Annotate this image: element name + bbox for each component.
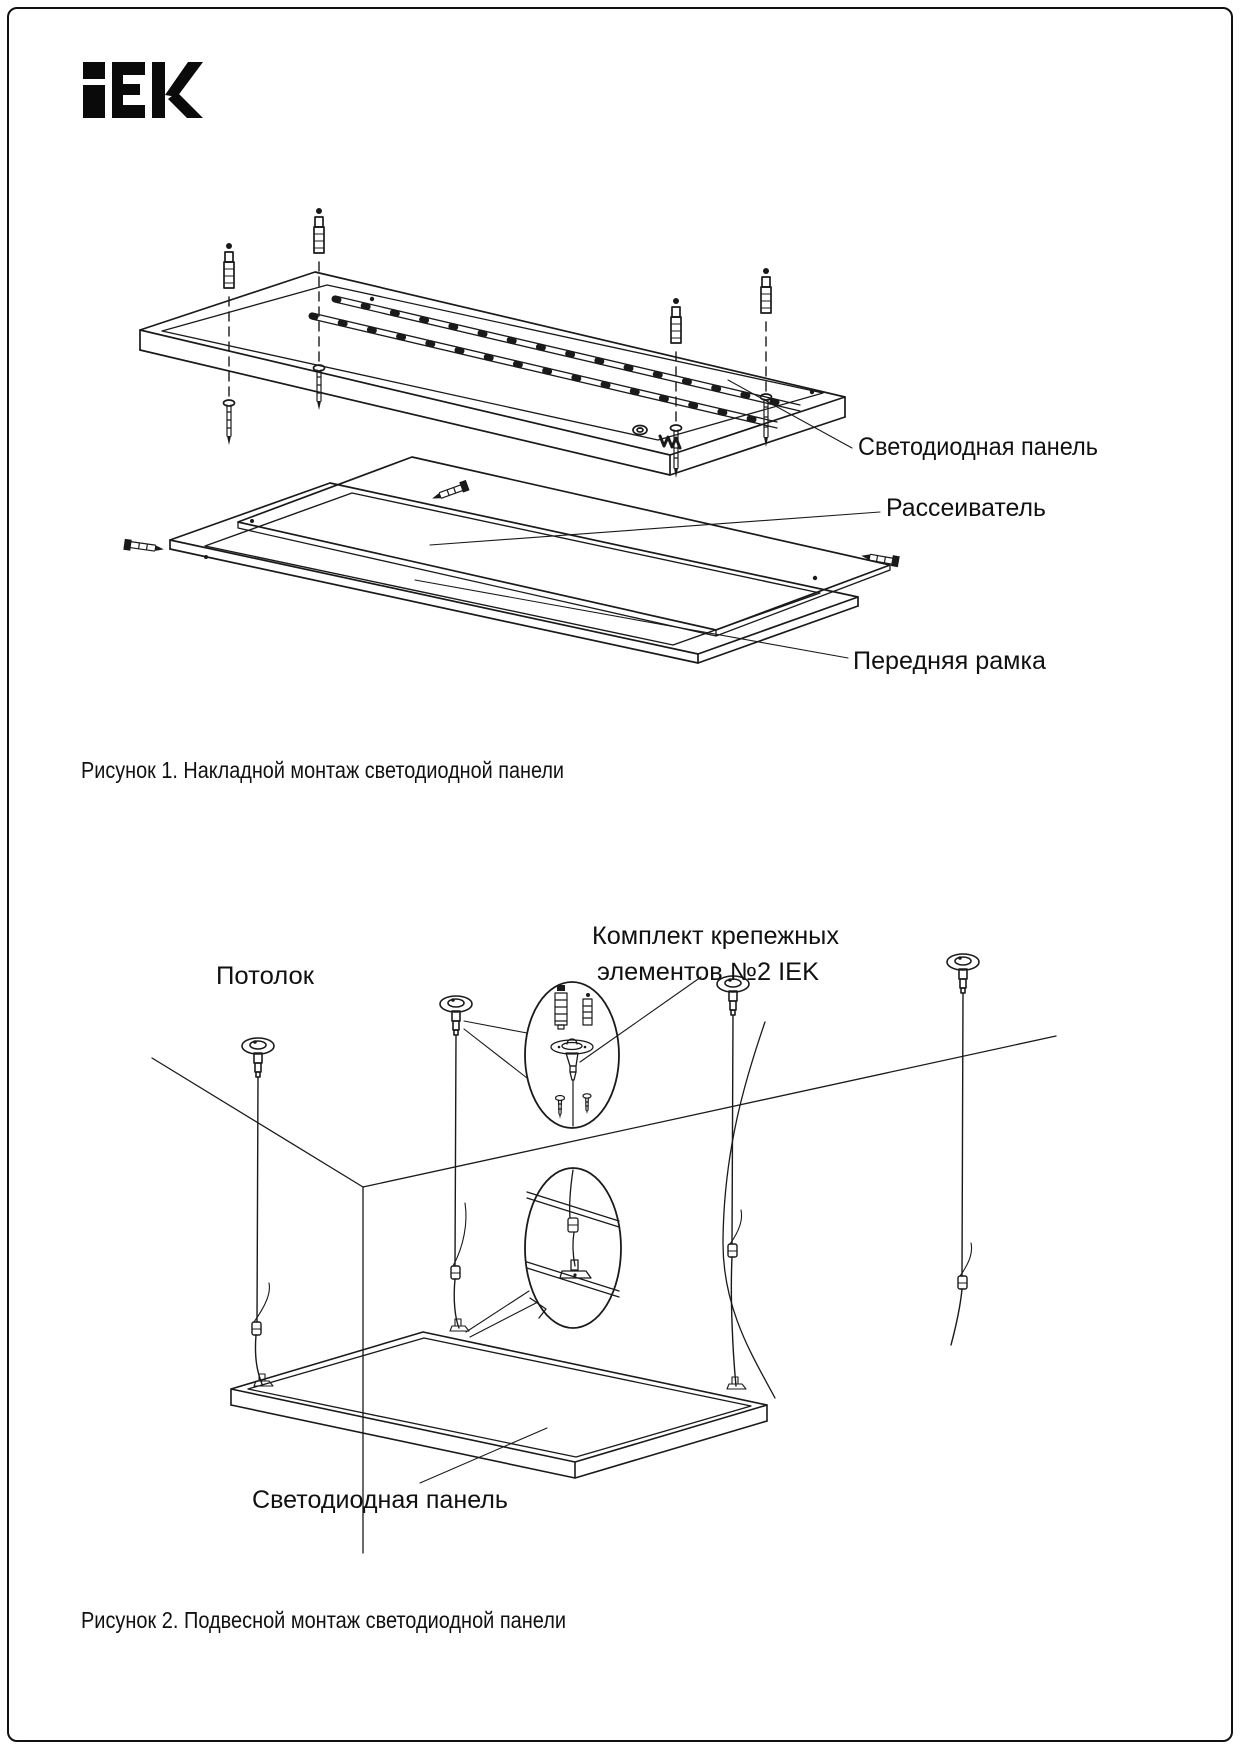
frame-screw-right — [860, 550, 899, 567]
figure1-drawing — [123, 208, 899, 663]
fig2-label-kit-line2: элементов №2 IEK — [597, 958, 820, 986]
fig1-label-panel: Светодиодная панель — [858, 433, 1098, 461]
screw-icon — [224, 400, 235, 445]
fig2-label-panel: Светодиодная панель — [252, 1486, 508, 1514]
fig1-label-frame: Передняя рамка — [853, 647, 1047, 675]
leader-panel2-label — [420, 1428, 547, 1483]
leader-panel-label — [728, 380, 852, 448]
wire-closeup — [560, 1170, 591, 1278]
ceiling-mount-4 — [947, 954, 979, 993]
attachment-detail-callout — [525, 1168, 621, 1328]
ceiling-mount-2 — [440, 996, 472, 1035]
suspension-wire-3 — [727, 1015, 746, 1389]
leader-diffuser-label — [430, 512, 880, 545]
led-strip — [335, 296, 800, 411]
room-corner-lines — [152, 1036, 1056, 1553]
leader-kit-label — [580, 977, 701, 1062]
fig2-label-kit-line1: Комплект крепежных — [592, 922, 840, 950]
dowel-icon — [583, 993, 592, 1025]
dowel-icon — [555, 985, 567, 1029]
fig1-caption: Рисунок 1. Накладной монтаж светодиодной панели — [81, 757, 564, 783]
mounting-set-2 — [314, 208, 325, 410]
fig2-label-ceiling: Потолок — [216, 962, 316, 990]
led-strip — [312, 313, 777, 428]
fig2-caption: Рисунок 2. Подвесной монтаж светодиодной панели — [81, 1607, 566, 1633]
figure2-drawing — [152, 954, 1056, 1553]
frame-screw-top — [430, 480, 469, 503]
ceiling-mount-1 — [242, 1038, 274, 1077]
iek-logo — [83, 62, 203, 118]
suspension-wire-4 — [951, 993, 972, 1345]
kit-screw-icon — [556, 1096, 565, 1120]
ceiling-cup-icon — [551, 1039, 593, 1126]
leader-frame-label — [415, 580, 848, 658]
led-panel-top — [140, 272, 845, 475]
wiring-grommet-icon — [633, 426, 680, 449]
kit-detail-callout — [525, 982, 619, 1128]
mounting-set-1 — [224, 243, 235, 445]
front-frame — [170, 483, 858, 663]
frame-screw-left — [123, 539, 164, 555]
suspension-wire-1 — [252, 1077, 273, 1386]
fig1-label-diffuser: Рассеиватель — [886, 494, 1046, 522]
suspension-wire-2 — [450, 1035, 469, 1331]
kit-screw-icon — [583, 1094, 591, 1114]
power-cable — [723, 1022, 775, 1398]
suspended-led-panel — [231, 1332, 767, 1478]
